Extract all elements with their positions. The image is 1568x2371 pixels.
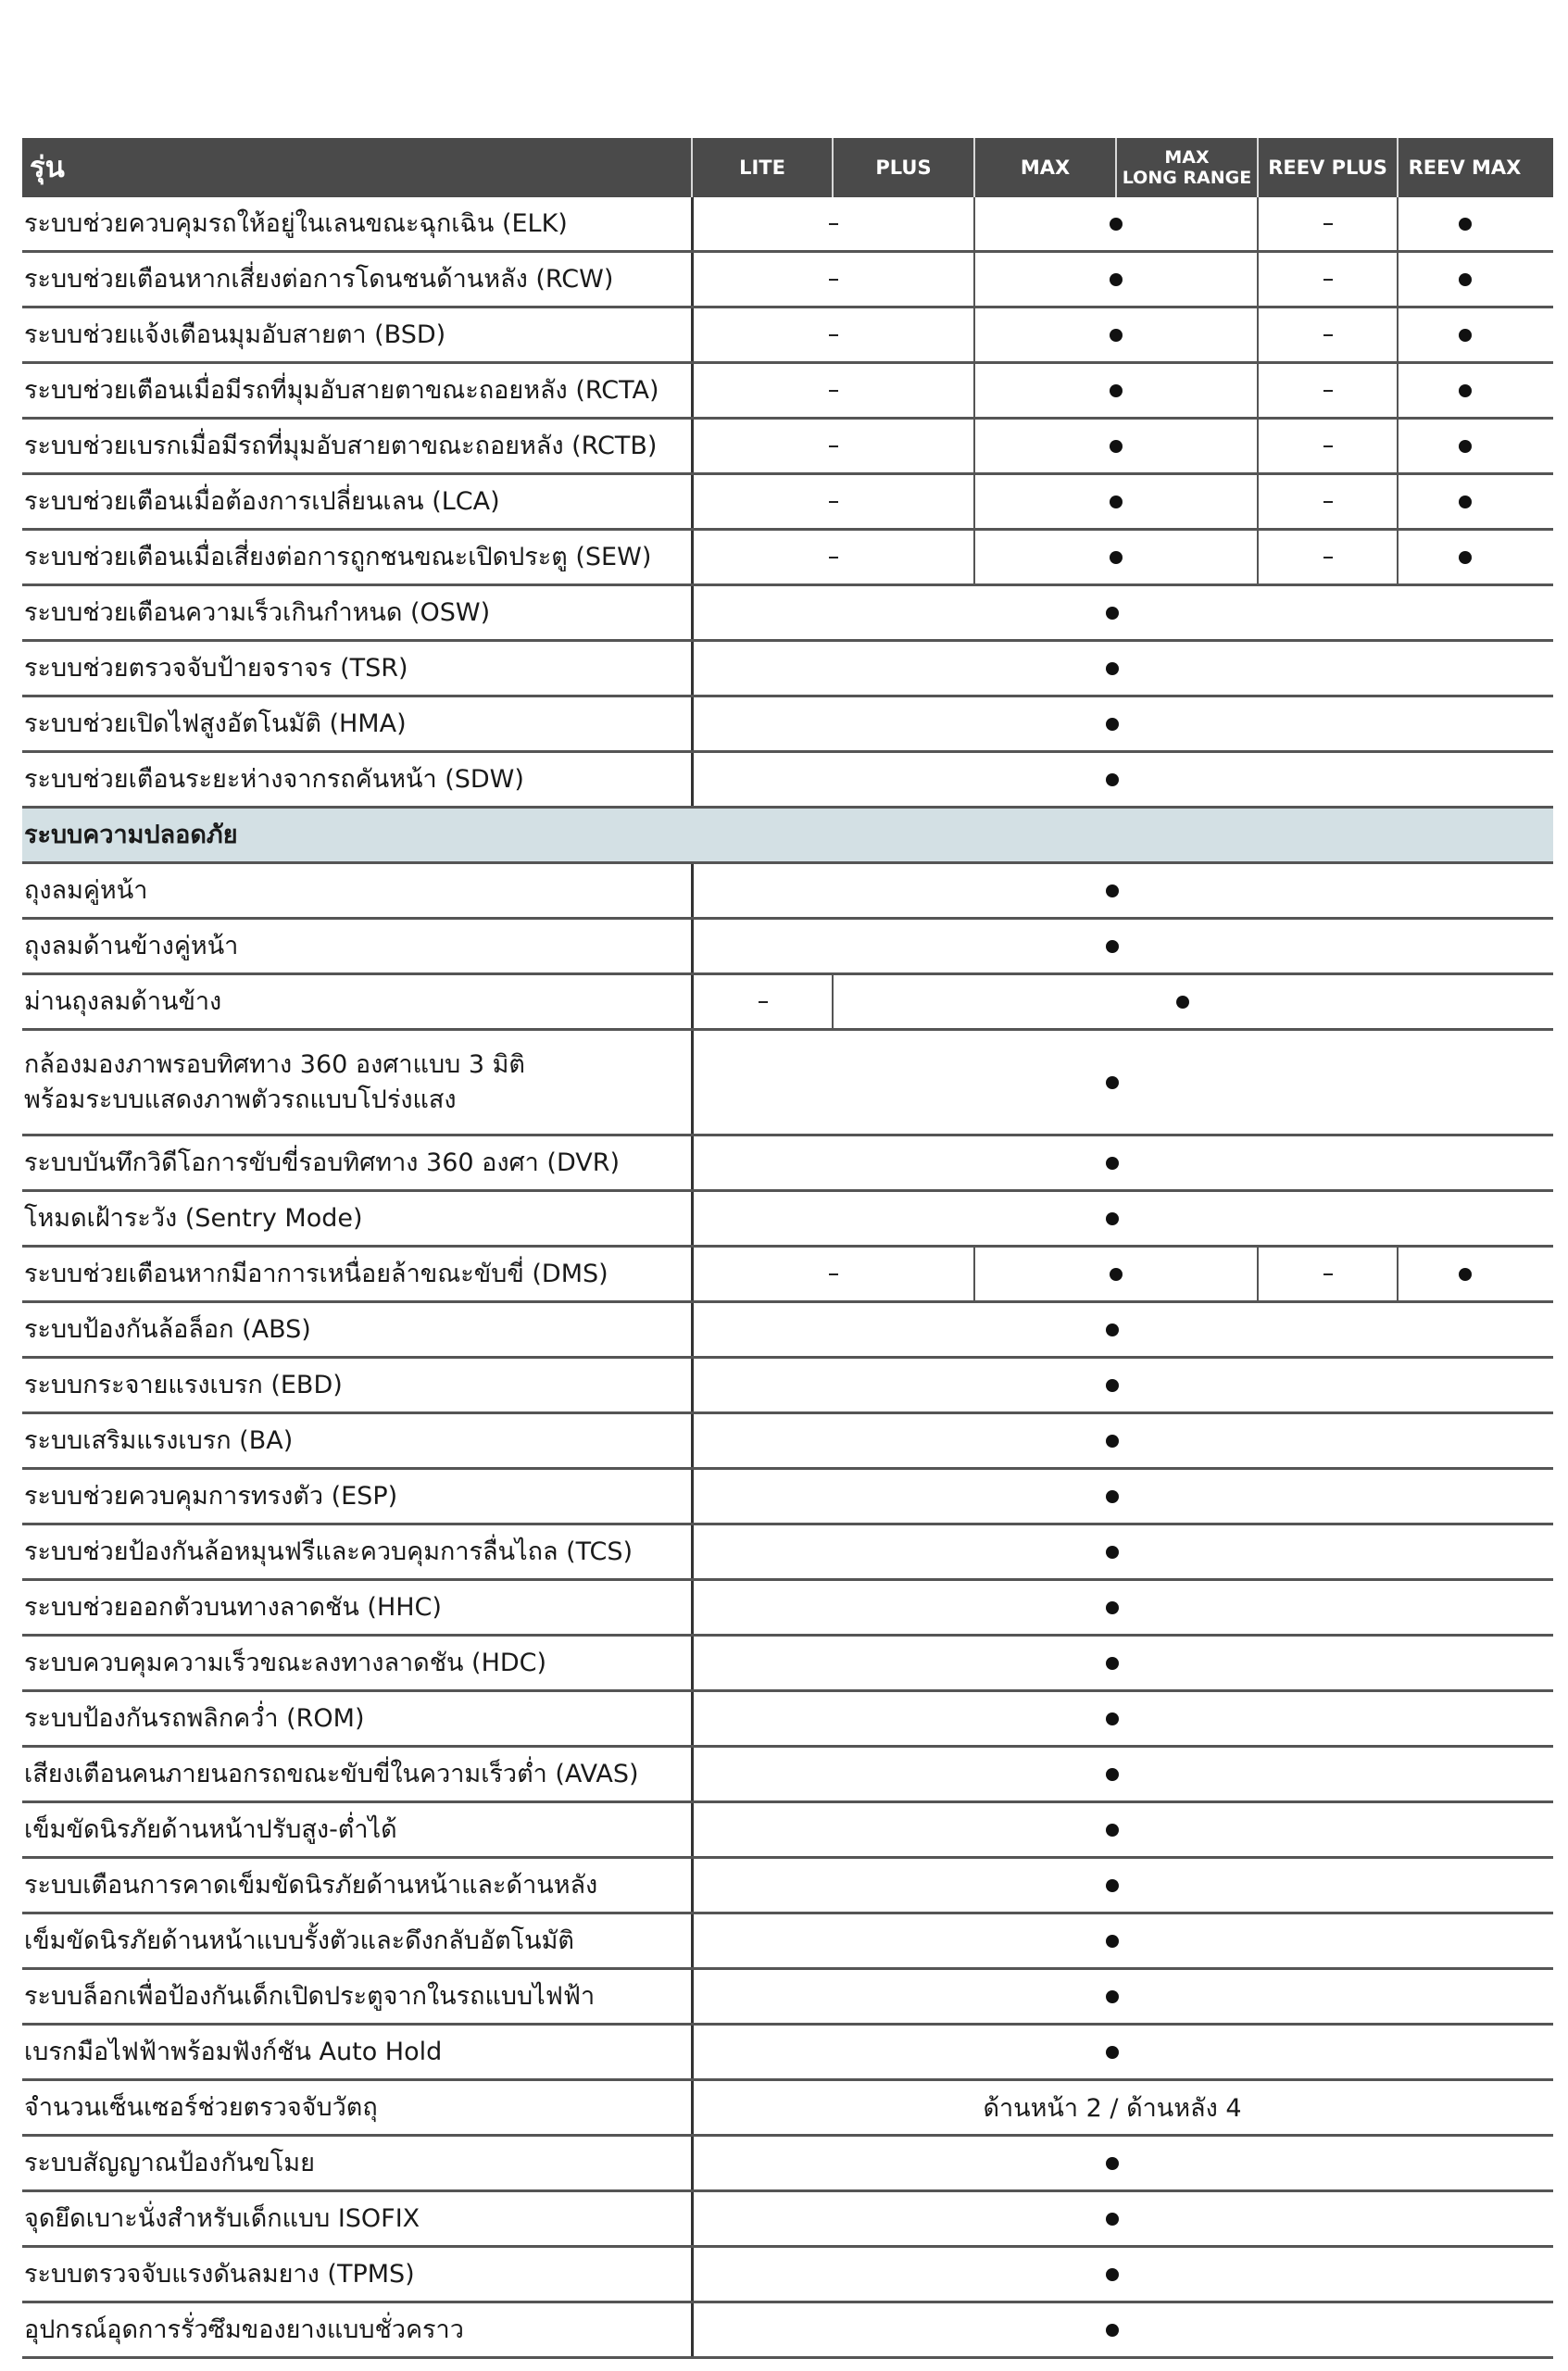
yes-dot-icon [1106,607,1119,620]
column-header-2: MAX [973,138,1115,197]
yes-dot-icon [1459,496,1472,508]
spec-cell [1397,364,1531,417]
no-dash-icon [1323,334,1333,336]
no-dash-icon [829,223,838,225]
no-dash-icon [1323,557,1333,558]
feature-label: ถุงลมด้านข้างคู่หน้า [24,931,239,960]
no-dash-icon [1323,501,1333,503]
feature-label: ระบบตรวจจับแรงดันลมยาง (TPMS) [24,2259,415,2289]
spec-cell [691,2192,1531,2245]
spec-cell [691,920,1531,972]
yes-dot-icon [1459,218,1472,231]
table-row [22,308,1553,364]
table-row [22,975,1553,1031]
column-header-4: REEV PLUS [1257,138,1397,197]
feature-label: ระบบช่วยเบรกเมื่อมีรถที่มุมอับสายตาขณะถอยหลัง (RCTB) [24,431,658,460]
table-row [22,920,1553,975]
no-dash-icon [829,1273,838,1275]
table-row [22,2303,1553,2359]
yes-dot-icon [1110,496,1123,508]
no-dash-icon [1323,445,1333,447]
feature-label: ระบบช่วยป้องกันล้อหมุนฟรีและควบคุมการลื่นไถล (TCS) [24,1537,633,1566]
table-row [22,197,1553,253]
feature-label: เข็มขัดนิรภัยด้านหน้าแบบรั้งตัวและดึงกลับอัตโนมัติ [24,1926,574,1955]
spec-cell [691,586,1531,639]
spec-cell [1397,475,1531,528]
yes-dot-icon [1110,218,1123,231]
section-title: ระบบความปลอดภัย [24,820,238,849]
spec-cell [1397,253,1531,306]
spec-cell [973,253,1257,306]
yes-dot-icon [1106,1990,1119,2003]
spec-cell [691,1031,1531,1134]
spec-cell [691,420,973,472]
spec-cell [691,1692,1531,1745]
spec-cell [1257,1248,1397,1300]
spec-cell [973,420,1257,472]
spec-cell [1257,308,1397,361]
feature-label: ระบบเสริมแรงเบรก (BA) [24,1425,294,1455]
spec-cell [691,1581,1531,1634]
spec-cell [691,1859,1531,1912]
spec-cell [691,1303,1531,1356]
table-row [22,253,1553,308]
yes-dot-icon [1106,2157,1119,2170]
spec-cell [973,531,1257,583]
table-row [22,420,1553,475]
table-row [22,2026,1553,2081]
table-row [22,1525,1553,1581]
feature-label: ระบบบันทึกวิดีโอการขับขี่รอบทิศทาง 360 องศา (DVR) [24,1148,621,1177]
yes-dot-icon [1106,1435,1119,1448]
no-dash-icon [1323,390,1333,392]
feature-label: เข็มขัดนิรภัยด้านหน้าปรับสูง-ต่ำได้ [24,1814,397,1844]
yes-dot-icon [1106,1076,1119,1089]
spec-cell [691,1359,1531,1411]
spec-cell [691,475,973,528]
no-dash-icon [829,557,838,558]
table-row [22,1248,1553,1303]
table-row [22,1970,1553,2026]
spec-cell [1257,531,1397,583]
feature-label: ถุงลมคู่หน้า [24,875,148,905]
yes-dot-icon [1106,662,1119,675]
spec-cell [1257,420,1397,472]
feature-label: ระบบช่วยควบคุมการทรงตัว (ESP) [24,1481,398,1511]
yes-dot-icon [1106,2324,1119,2337]
table-row [22,364,1553,420]
yes-dot-icon [1106,1546,1119,1559]
table-row [22,1859,1553,1914]
spec-cell [1397,531,1531,583]
spec-cell [973,308,1257,361]
spec-cell [973,1248,1257,1300]
feature-label: ระบบสัญญาณป้องกันขโมย [24,2148,315,2177]
spec-cell [691,1136,1531,1189]
feature-label: ระบบช่วยออกตัวบนทางลาดชัน (HHC) [24,1592,442,1622]
yes-dot-icon [1106,1657,1119,1670]
table-row [22,475,1553,531]
spec-cell [1397,420,1531,472]
column-header-0: LITE [691,138,832,197]
spec-cell [832,975,1531,1028]
yes-dot-icon [1459,273,1472,286]
table-row [22,697,1553,753]
spec-cell [691,1914,1531,1967]
yes-dot-icon [1106,1768,1119,1781]
feature-label: จำนวนเซ็นเซอร์ช่วยตรวจจับวัตถุ [24,2092,378,2122]
feature-label: ระบบช่วยเตือนหากเสี่ยงต่อการโดนชนด้านหลัง (RCW) [24,264,614,294]
yes-dot-icon [1106,1323,1119,1336]
feature-label: ระบบช่วยควบคุมรถให้อยู่ในเลนขณะฉุกเฉิน (ELK) [24,208,568,238]
spec-cell [1257,197,1397,250]
table-row [22,1803,1553,1859]
no-dash-icon [829,390,838,392]
yes-dot-icon [1106,1824,1119,1837]
column-header-1: PLUS [832,138,973,197]
feature-label: ระบบช่วยเตือนเมื่อเสี่ยงต่อการถูกชนขณะเปิดประตู (SEW) [24,542,652,571]
spec-cell [691,697,1531,750]
spec-table [22,138,1553,2359]
no-dash-icon [829,334,838,336]
spec-cell [691,2137,1531,2189]
no-dash-icon [1323,223,1333,225]
table-row [22,2081,1553,2137]
yes-dot-icon [1459,1268,1472,1281]
table-row [22,1414,1553,1470]
feature-label: เสียงเตือนคนภายนอกรถขณะขับขี่ในความเร็วต่ำ (AVAS) [24,1759,639,1788]
feature-label: จุดยึดเบาะนั่งสำหรับเด็กแบบ ISOFIX [24,2203,420,2233]
yes-dot-icon [1110,440,1123,453]
yes-dot-icon [1106,1379,1119,1392]
yes-dot-icon [1106,2046,1119,2059]
feature-label: กล้องมองภาพรอบทิศทาง 360 องศาแบบ 3 มิติ พร้อมระบบแสดงภาพตัวรถแบบโปร่งแสง [24,1049,525,1114]
spec-cell [1397,1248,1531,1300]
yes-dot-icon [1106,1212,1119,1225]
feature-label: ระบบล็อกเพื่อป้องกันเด็กเปิดประตูจากในรถแบบไฟฟ้า [24,1981,596,2011]
section-row [22,809,1553,864]
table-row [22,1692,1553,1748]
model-header-label: รุ่น [30,151,65,184]
yes-dot-icon [1106,718,1119,731]
table-body [22,197,1553,2359]
feature-label: ระบบช่วยแจ้งเตือนมุมอับสายตา (BSD) [24,320,446,349]
spec-cell [691,2026,1531,2078]
no-dash-icon [829,445,838,447]
column-header-5: REEV MAX [1397,138,1531,197]
spec-cell [691,1525,1531,1578]
feature-label: อุปกรณ์อุดการรั่วซึมของยางแบบชั่วคราว [24,2315,464,2344]
yes-dot-icon [1106,1712,1119,1725]
yes-dot-icon [1176,996,1189,1009]
spec-cell [691,308,973,361]
spec-cell [973,475,1257,528]
feature-label: ระบบเตือนการคาดเข็มขัดนิรภัยด้านหน้าและด้านหลัง [24,1870,598,1900]
no-dash-icon [759,1001,768,1003]
spec-cell [691,253,973,306]
table-row [22,531,1553,586]
feature-label: ระบบช่วยเตือนเมื่อต้องการเปลี่ยนเลน (LCA) [24,486,500,516]
spec-cell [691,1470,1531,1523]
yes-dot-icon [1106,2213,1119,2226]
table-row [22,1303,1553,1359]
spec-cell [1257,364,1397,417]
spec-cell [1397,308,1531,361]
spec-cell [691,1414,1531,1467]
column-header-3: MAX LONG RANGE [1115,138,1257,197]
yes-dot-icon [1110,384,1123,397]
table-row [22,1914,1553,1970]
feature-label: โหมดเฝ้าระวัง (Sentry Mode) [24,1203,363,1233]
table-row [22,1470,1553,1525]
table-row [22,586,1553,642]
yes-dot-icon [1106,940,1119,953]
table-row [22,2248,1553,2303]
spec-cell [691,753,1531,806]
spec-cell [691,1803,1531,1856]
spec-cell [973,197,1257,250]
spec-cell [691,864,1531,917]
feature-label: ระบบช่วยตรวจจับป้ายจราจร (TSR) [24,653,408,683]
spec-cell [691,1637,1531,1689]
table-row [22,642,1553,697]
no-dash-icon [1323,1273,1333,1275]
no-dash-icon [1323,279,1333,281]
table-row [22,1748,1553,1803]
table-row [22,1136,1553,1192]
feature-label: ระบบช่วยเตือนหากมีอาการเหนื่อยล้าขณะขับขี่ (DMS) [24,1259,608,1288]
feature-label: ระบบช่วยเปิดไฟสูงอัตโนมัติ (HMA) [24,709,407,738]
spec-value: ด้านหน้า 2 / ด้านหลัง 4 [983,2094,1242,2123]
spec-cell [691,1192,1531,1245]
yes-dot-icon [1459,329,1472,342]
yes-dot-icon [1106,884,1119,897]
table-row [22,2137,1553,2192]
yes-dot-icon [1459,440,1472,453]
spec-cell [691,2303,1531,2356]
spec-cell [691,975,832,1028]
table-row [22,1031,1553,1136]
feature-label: ระบบช่วยเตือนระยะห่างจากรถคันหน้า (SDW) [24,764,524,794]
spec-cell [691,531,973,583]
spec-cell [691,197,973,250]
feature-label: ระบบกระจายแรงเบรก (EBD) [24,1370,343,1399]
spec-cell [1257,475,1397,528]
feature-label: ระบบป้องกันล้อล็อก (ABS) [24,1314,311,1344]
yes-dot-icon [1106,1879,1119,1892]
table-row [22,1637,1553,1692]
spec-cell [973,364,1257,417]
yes-dot-icon [1106,1490,1119,1503]
spec-cell [691,364,973,417]
feature-label: ระบบควบคุมความเร็วขณะลงทางลาดชัน (HDC) [24,1648,547,1677]
table-row [22,753,1553,809]
yes-dot-icon [1106,773,1119,786]
feature-label: ระบบช่วยเตือนเมื่อมีรถที่มุมอับสายตาขณะถอยหลัง (RCTA) [24,375,659,405]
yes-dot-icon [1110,1268,1123,1281]
spec-cell [691,1970,1531,2023]
yes-dot-icon [1110,551,1123,564]
yes-dot-icon [1459,384,1472,397]
yes-dot-icon [1106,1601,1119,1614]
yes-dot-icon [1110,329,1123,342]
feature-label: ระบบช่วยเตือนความเร็วเกินกำหนด (OSW) [24,597,491,627]
feature-label: ม่านถุงลมด้านข้าง [24,986,222,1016]
yes-dot-icon [1110,273,1123,286]
spec-cell [691,2081,1531,2134]
yes-dot-icon [1106,1935,1119,1948]
table-header [22,138,1553,197]
no-dash-icon [829,279,838,281]
spec-cell [1257,253,1397,306]
feature-label: เบรกมือไฟฟ้าพร้อมฟังก์ชัน Auto Hold [24,2037,443,2066]
spec-cell [691,2248,1531,2301]
spec-cell [691,1748,1531,1800]
no-dash-icon [829,501,838,503]
spec-cell [691,1248,973,1300]
table-row [22,864,1553,920]
table-row [22,2192,1553,2248]
yes-dot-icon [1106,1157,1119,1170]
feature-label: ระบบป้องกันรถพลิกคว่ำ (ROM) [24,1703,365,1733]
table-row [22,1581,1553,1637]
table-row [22,1192,1553,1248]
table-row [22,1359,1553,1414]
spec-cell [691,642,1531,695]
yes-dot-icon [1459,551,1472,564]
yes-dot-icon [1106,2268,1119,2281]
spec-cell [1397,197,1531,250]
